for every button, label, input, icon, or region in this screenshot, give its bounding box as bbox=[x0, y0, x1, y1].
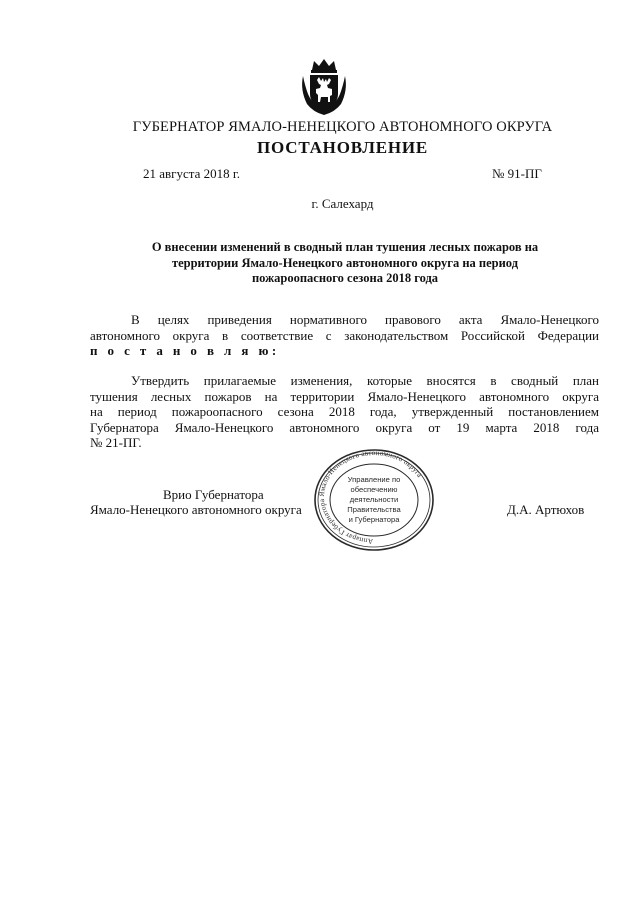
stamp-center-line: обеспечению bbox=[350, 485, 398, 494]
decree-line bbox=[90, 343, 599, 359]
subject-line: пожароопасного сезона 2018 года bbox=[251, 271, 439, 285]
paragraph-line: автономного округа в соответствие с законодательством Российской Федерации bbox=[90, 327, 599, 343]
stamp-center-line: и Губернатора bbox=[348, 515, 400, 524]
paragraph-line: В целях приведения нормативного правового акта Ямало-Ненецкого bbox=[131, 312, 599, 327]
subject-line: территории Ямало-Ненецкого автономного округа на период bbox=[171, 255, 519, 270]
preamble-paragraph bbox=[90, 312, 599, 359]
document-subject bbox=[120, 240, 570, 287]
paragraph-line: Губернатора Ямало-Ненецкого автономного округа от 19 марта 2018 года bbox=[90, 419, 599, 435]
stamp-center-line: Правительства bbox=[347, 505, 401, 514]
paragraph-line: тушения лесных пожаров на территории Ямало-Ненецкого автономного округа bbox=[90, 388, 599, 404]
issue-city: г. Салехард bbox=[311, 196, 374, 211]
signatory-title-region: Ямало-Ненецкого автономного округа bbox=[90, 502, 302, 517]
paragraph-line: № 21-ПГ. bbox=[90, 435, 142, 451]
resolution-paragraph bbox=[90, 373, 599, 451]
decree-word: п о с т а н о в л я ю: bbox=[90, 343, 280, 359]
signatory-title: Врио Губернатора bbox=[163, 487, 264, 502]
stamp-ring-text: Аппарат Губернатора Ямало-Ненецкого автономного округа bbox=[317, 448, 424, 546]
official-stamp bbox=[312, 448, 436, 552]
stamp-center-line: Управление по bbox=[347, 475, 401, 484]
issuing-authority: ГУБЕРНАТОР ЯМАЛО-НЕНЕЦКОГО АВТОНОМНОГО ОКРУГА bbox=[132, 119, 553, 135]
document-date: 21 августа 2018 г. bbox=[143, 166, 240, 181]
subject-line: О внесении изменений в сводный план тушения лесных пожаров на bbox=[151, 240, 539, 254]
paragraph-line: на период пожароопасного сезона 2018 года, утвержденный постановлением bbox=[90, 404, 599, 420]
document-type-title: ПОСТАНОВЛЕНИЕ bbox=[256, 138, 429, 157]
signatory-name: Д.А. Артюхов bbox=[507, 502, 585, 517]
stamp-center-line: деятельности bbox=[349, 495, 399, 504]
document-number: № 91-ПГ bbox=[492, 166, 542, 181]
coat-of-arms-icon bbox=[299, 58, 349, 116]
paragraph-line: Утвердить прилагаемые изменения, которые вносятся в сводный план bbox=[131, 373, 599, 388]
